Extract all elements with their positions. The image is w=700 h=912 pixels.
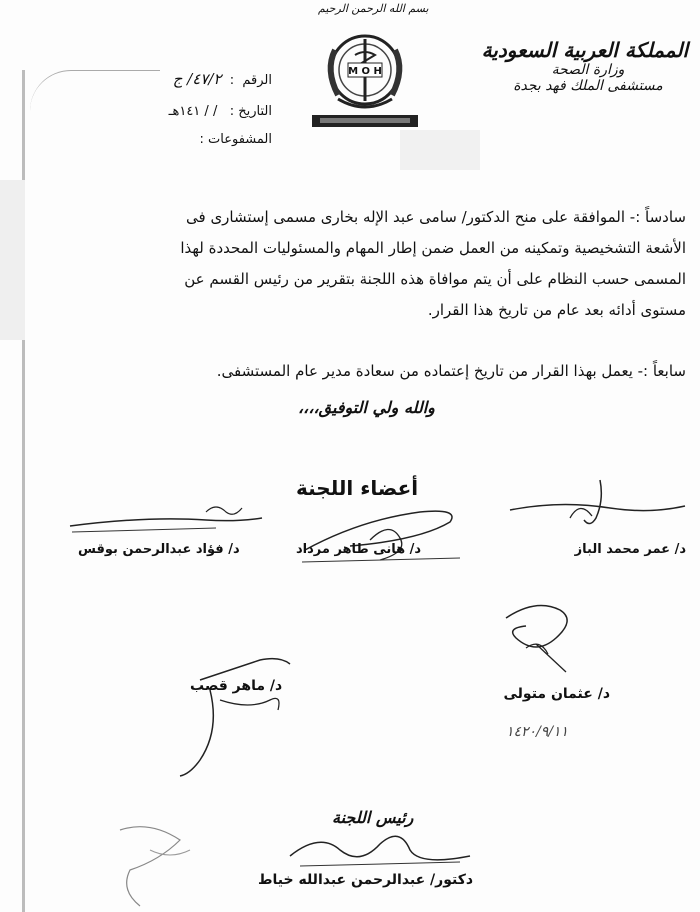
chair-label: رئيس اللجنة [332, 808, 414, 827]
item-six-line: سادساً :- الموافقة على منح الدكتور/ سامى عبد الإله بخارى مسمى إستشارى فى [186, 208, 686, 226]
meta-date [169, 104, 272, 119]
member-name: د/ عمر محمد الباز [574, 542, 686, 557]
handwritten-date: ١٤٢٠/٩/١١ [506, 724, 569, 740]
date-value: / / ١٤١هـ [168, 104, 218, 119]
letterhead-ministry: وزارة الصحة [551, 62, 625, 78]
item-six-line: المسمى حسب النظام على أن يتم موافاة هذه اللجنة بتقرير من رئيس القسم عن [184, 270, 686, 288]
item-six-paragraph [46, 202, 686, 326]
meta-attachments [200, 132, 272, 147]
signature-maher [170, 650, 300, 780]
member-name: د/ عثمان متولى [503, 686, 610, 702]
logo-text: M O H [348, 66, 382, 77]
basmala: بسم الله الرحمن الرحيم [318, 2, 429, 15]
attachments-label: المشفوعات : [199, 132, 272, 147]
signature-othman [496, 598, 586, 678]
item-seven: سابعاً :- يعمل بهذا القرار من تاريخ إعتماده من سعادة مدير عام المستشفى. [216, 362, 686, 380]
member-name: د/ فؤاد عبدالرحمن بوقس [78, 542, 240, 557]
member-name: د/ ماهر قصب [190, 678, 283, 694]
letterhead [481, 38, 688, 94]
page-shadow [0, 180, 25, 340]
letterhead-country: المملكة العربية السعودية [481, 38, 688, 62]
signature-chair [280, 826, 480, 876]
committee-title: أعضاء اللجنة [296, 476, 419, 500]
number-label: الرقم [242, 73, 272, 88]
chair-name: دكتور/ عبدالرحمن عبدالله خياط [258, 872, 474, 888]
signature-hani [300, 500, 470, 570]
page-fold [30, 70, 160, 111]
item-six-line: الأشعة التشخيصية وتمكينه من العمل ضمن إطار المهام والمسئوليات المحددة لهذا [180, 239, 686, 257]
moh-logo [300, 25, 430, 135]
closing-line: والله ولي التوفيق،،،، [298, 398, 435, 417]
signature-omar [500, 470, 690, 530]
scan-shade [400, 130, 480, 170]
number-value: ٤٧/٢/ ج [172, 70, 222, 88]
meta-number: الرقم : ٤٧/٢/ ج [172, 70, 272, 88]
signature-fouad [66, 498, 266, 543]
date-label: التاريخ : [229, 104, 272, 119]
item-six-line: مستوى أدائه بعد عام من تاريخ هذا القرار. [427, 301, 686, 319]
member-name: د/ هانى طاهر مرداد [296, 542, 422, 557]
signature-faint [100, 810, 200, 910]
letterhead-hospital: مستشفى الملك فهد بجدة [513, 78, 663, 94]
